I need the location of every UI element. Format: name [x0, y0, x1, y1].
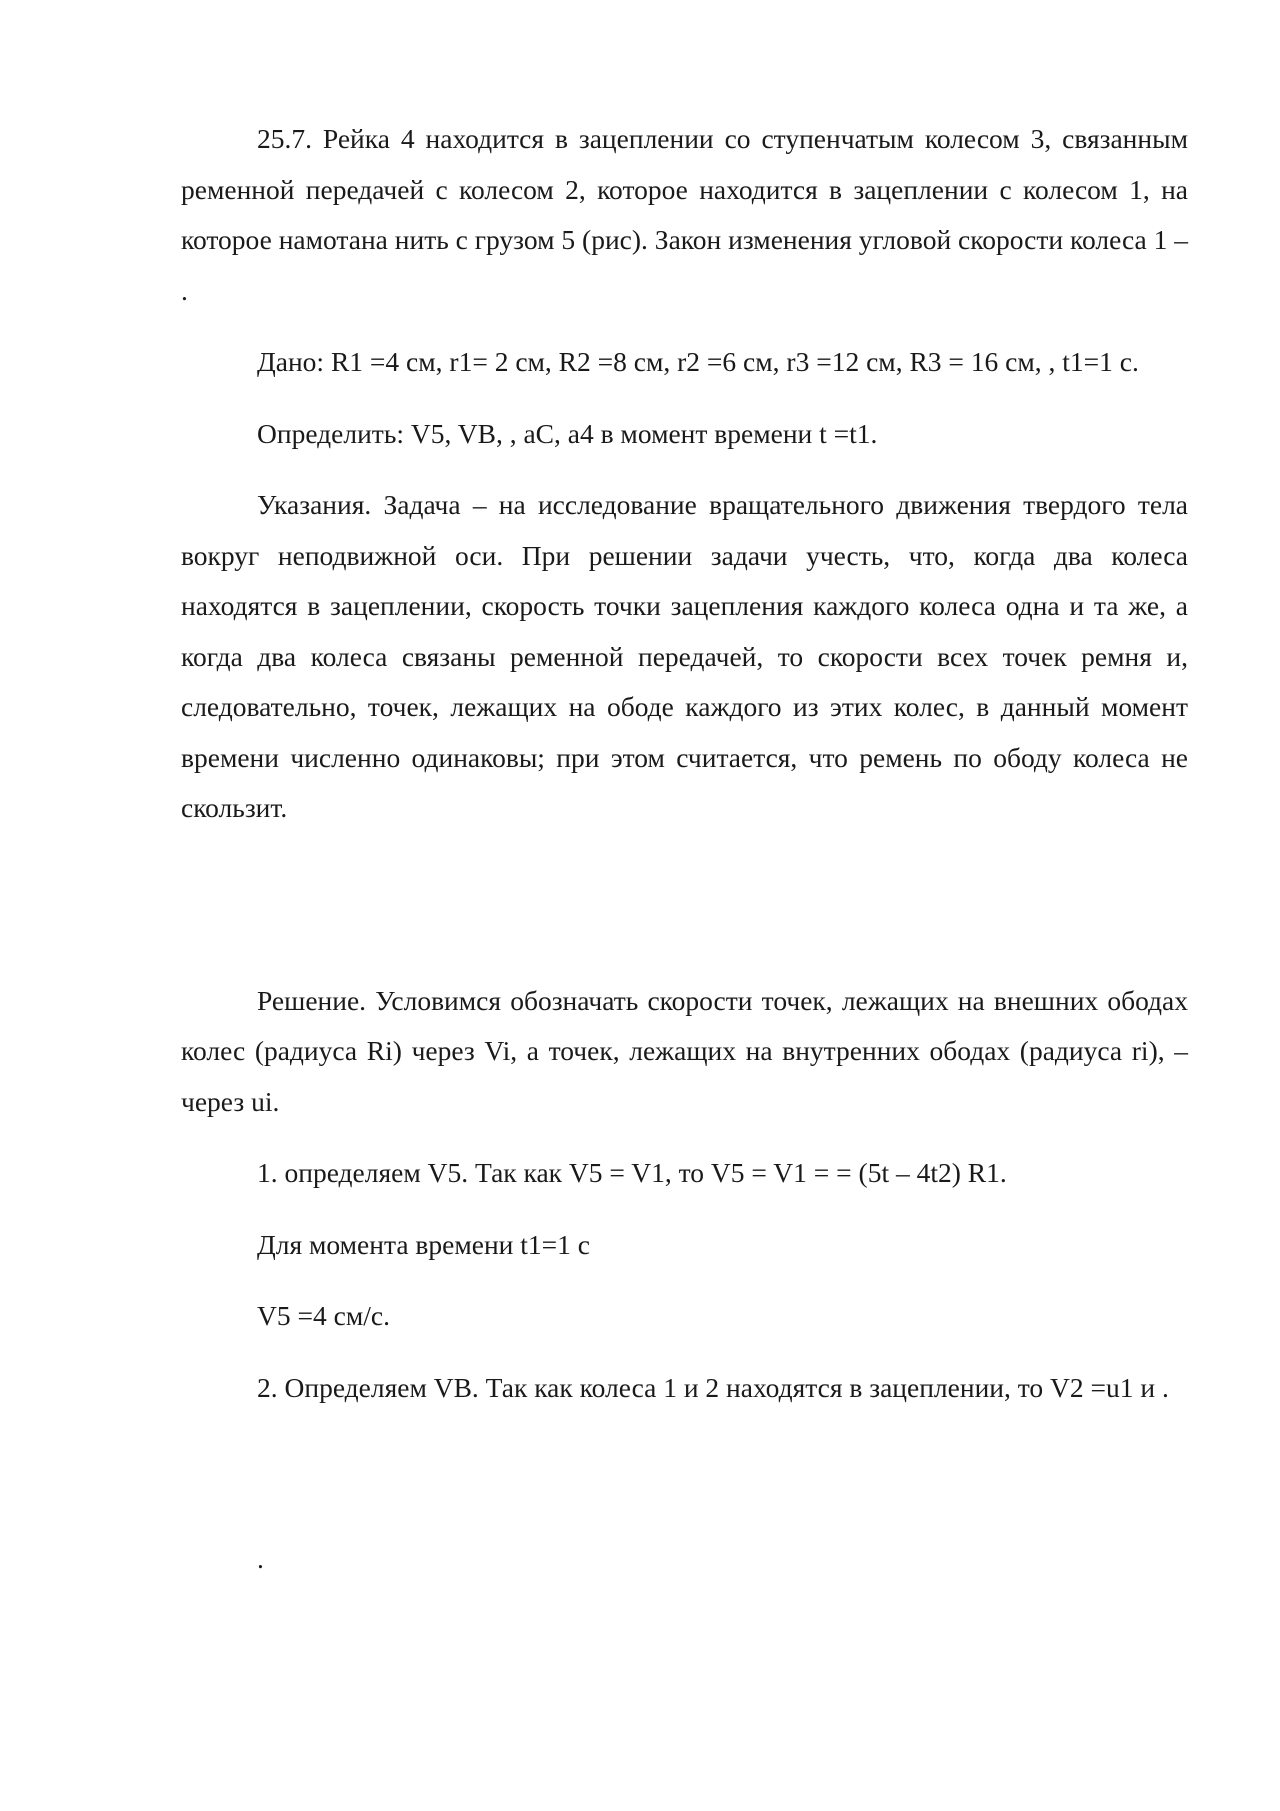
document-page [181, 114, 1188, 1585]
result-v5: V5 =4 см/с. [257, 1300, 390, 1331]
given-data: Дано: R1 =4 см, r1= 2 см, R2 =8 см, r2 =6 см, r3 =12 см, R3 = 16 см, , t1=1 с. [257, 346, 1139, 377]
find-task: Определить: V5, VB, , aC, a4 в момент времени t =t1. [257, 417, 878, 449]
solution-step-1: 1. определяем V5. Так как V5 = V1, то V5 = V1 = = (5t – 4t2) R1. [257, 1157, 1007, 1188]
problem-statement: 25.7. Рейка 4 находится в зацеплении со ступенчатым колесом 3, связанным ременной передачей с колесом 2, которое находится в зацеплении с колесом 1, на которое намотана нить с грузом 5 (рис). Закон изменения угловой скорости колеса 1 – . [181, 123, 1188, 306]
trailing-dot: . [257, 1543, 264, 1574]
time-moment: Для момента времени t1=1 с [257, 1228, 590, 1260]
solution-step-2: 2. Определяем VB. Так как колеса 1 и 2 находятся в зацеплении, то V2 =u1 и . [257, 1371, 1169, 1403]
solution-intro: Решение. Условимся обозначать скорости точек, лежащих на внешних ободах колес (радиуса Ri) через Vi, а точек, лежащих на внутренних ободах (радиуса ri), – через ui. [181, 984, 1188, 1117]
instructions: Указания. Задача – на исследование вращательного движения твердого тела вокруг неподвижной оси. При решении задачи учесть, что, когда два колеса находятся в зацеплении, скорость точки зацепления каждого колеса одна и та же, а когда два колеса связаны ременной передачей, то скорости всех точек ремня и, следовательно, точек, лежащих на ободе каждого из этих колес, в данный момент времени численно одинаковы; при этом считается, что ремень по ободу колеса не скользит. [181, 489, 1188, 823]
